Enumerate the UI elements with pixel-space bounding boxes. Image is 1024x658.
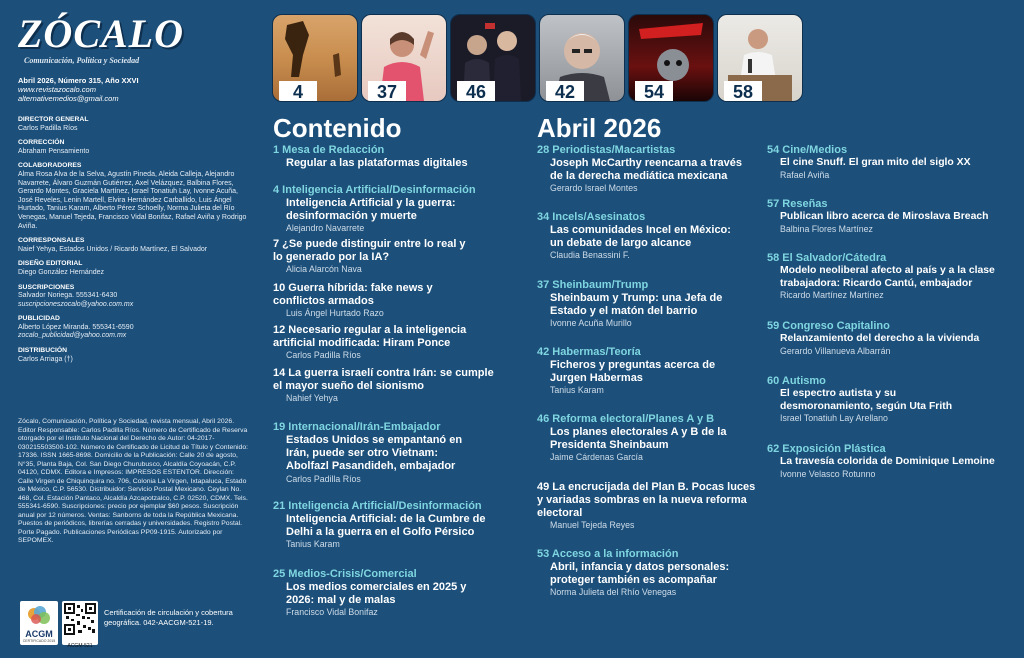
toc-entry[interactable] — [537, 279, 727, 329]
entry-author: Balbina Flores Martínez — [780, 223, 873, 234]
entry-author: Ivonne Acuña Murillo — [550, 318, 632, 329]
staff-names: Alma Rosa Alva de la Selva, Agustín Pineda, Aleida Calleja, Alejandro Navarrete, Álvaro Guzmán Gutiérrez, Axel Velázquez, Balbina Flores, Gerardo Montes, Graciela Martínez, Israel Tonatiuh Lay, Ivonne Acuña, José Reveles, Lenin Martell, Elvira Hernández Carballido, Luis Ángel Hurtado, Tanius Karam, Alberto Pérez Schoelly, Norma Julieta del Río Venegas, Manuel Tejeda, Francisco Vidal Bonifaz, Rafael Aviña y Rodrigo Aviña. — [18, 170, 247, 230]
toc-entry[interactable] — [767, 198, 1002, 235]
certification-text: Certificación de circulación y cobertura geográfica. 042-AACGM-521-19. — [104, 608, 233, 627]
thumbnail[interactable] — [539, 14, 625, 102]
toc-entry[interactable] — [273, 500, 513, 550]
page-number: 37 — [368, 81, 406, 101]
entry-heading: 54 Cine/Medios — [767, 144, 848, 156]
toc-entry[interactable] — [767, 144, 1002, 181]
page-number: 58 — [724, 81, 762, 101]
thumbnail[interactable] — [717, 14, 803, 102]
entry-author: Israel Tonatiuh Lay Arellano — [780, 413, 888, 424]
toc-entry[interactable] — [767, 443, 1007, 480]
staff-names: Naief Yehya, Estados Unidos / Ricardo Martínez, El Salvador — [18, 245, 208, 253]
entry-heading: 57 Reseñas — [767, 198, 828, 210]
page-number: 46 — [457, 81, 495, 101]
entry-heading: 62 Exposición Plástica — [767, 443, 886, 455]
thumbnail[interactable] — [361, 14, 447, 102]
staff-email: zocalo_publicidad@yahoo.com.mx — [18, 332, 127, 340]
month-heading: Abril 2026 — [537, 113, 662, 143]
entry-author: Manuel Tejeda Reyes — [550, 520, 635, 530]
acgm-text: ACGM — [25, 629, 53, 639]
staff-role: DISTRIBUCIÓN — [18, 347, 68, 355]
entry-author: Alicia Alarcón Nava — [286, 264, 362, 274]
logo-text: ZÓCALO — [18, 11, 184, 56]
staff-names: Carlos Padilla Ríos — [18, 124, 78, 132]
qr-code — [62, 601, 98, 649]
thumbnail[interactable] — [628, 14, 714, 102]
entry-heading: 12 Necesario regular a la inteligencia artificial modificada: Hiram Ponce — [273, 324, 467, 349]
entry-title: Ficheros y preguntas acerca de Jurgen Habermas — [550, 359, 716, 385]
thumbnail[interactable] — [272, 14, 358, 102]
page-number: 54 — [635, 81, 673, 101]
qr-icon — [62, 601, 98, 637]
entry-heading: 14 La guerra israelí contra Irán: se cumple el mayor sueño del sionismo — [273, 367, 494, 392]
entry-author: Jaime Cárdenas García — [550, 452, 643, 463]
acgm-seal — [20, 601, 58, 645]
entry-title: Sheinbaum y Trump: una Jefa de Estado y el matón del barrio — [550, 292, 723, 318]
staff-role: DISEÑO EDITORIAL — [18, 260, 83, 268]
staff-names: Salvador Noriega. 555341-6430 — [18, 292, 118, 300]
entry-heading: 53 Acceso a la información — [537, 548, 679, 560]
toc-entry[interactable] — [537, 481, 762, 531]
thumbnail-strip — [272, 14, 797, 102]
entry-title: El espectro autista y su desmoronamiento, según Uta Frith — [780, 388, 953, 412]
toc-entry[interactable] — [273, 238, 473, 275]
staff-role: PUBLICIDAD — [18, 315, 60, 323]
entry-heading: 10 Guerra híbrida: fake news y conflictos armados — [273, 282, 433, 307]
entry-title: Los medios comerciales en 2025 y 2026: mal y de malas — [286, 581, 467, 607]
staff-names: Carlos Arriaga (†) — [18, 355, 73, 363]
entry-title: Regular a las plataformas digitales — [286, 157, 468, 169]
entry-author: Gerardo Villanueva Albarrán — [780, 345, 891, 356]
issue-web: www.revistazocalo.com — [18, 85, 96, 94]
entry-heading: 49 La encrucijada del Plan B. Pocas luces y variadas sombras en la nueva reforma electoral — [537, 481, 756, 519]
entry-heading: 42 Habermas/Teoría — [537, 346, 641, 358]
entry-author: Luis Ángel Hurtado Razo — [286, 308, 384, 318]
entry-author: Tanius Karam — [286, 539, 340, 550]
entry-author: Nahief Yehya — [286, 393, 338, 403]
acgm-mark-icon — [26, 605, 52, 627]
entry-title: El cine Snuff. El gran mito del siglo XX — [780, 157, 971, 168]
entry-heading: 21 Inteligencia Artificial/Desinformación — [273, 500, 482, 512]
page-number: 42 — [546, 81, 584, 101]
toc-entry[interactable] — [273, 324, 488, 361]
entry-author: Ricardo Martínez Martínez — [780, 290, 884, 301]
entry-title: Relanzamiento del derecho a la vivienda — [780, 333, 980, 344]
page-number: 4 — [279, 81, 317, 101]
issue-line: Abril 2026, Número 315, Año XXVI — [18, 76, 139, 85]
toc-entry[interactable] — [273, 144, 513, 170]
entry-author: Ivonne Velasco Rotunno — [780, 468, 876, 479]
entry-heading: 60 Autismo — [767, 375, 826, 387]
staff-names: Abraham Pensamiento — [18, 147, 90, 155]
entry-author: Carlos Padilla Ríos — [286, 473, 361, 484]
acgm-subtext: CERTIFICADO 2015 — [22, 639, 56, 643]
staff-email: suscripcioneszocalo@yahoo.com.mx — [18, 300, 134, 308]
toc-entry[interactable] — [273, 367, 505, 404]
toc-entry[interactable] — [767, 375, 982, 424]
entry-author: Carlos Padilla Ríos — [286, 350, 361, 360]
toc-entry[interactable] — [537, 346, 717, 396]
entry-heading: 1 Mesa de Redacción — [273, 144, 385, 156]
qr-label: ACGM-521 — [67, 643, 93, 649]
entry-title: La travesía colorida de Dominique Lemoine — [780, 456, 995, 467]
contents-heading: Contenido — [273, 113, 402, 143]
entry-title: Modelo neoliberal afecto al país y a la clase trabajadora: Ricardo Cantú, embajador — [780, 265, 995, 289]
zocalo-logo — [18, 11, 184, 65]
entry-heading: 7 ¿Se puede distinguir entre lo real y lo generado por la IA? — [273, 238, 466, 263]
entry-heading: 58 El Salvador/Cátedra — [767, 252, 887, 264]
toc-entry[interactable] — [273, 282, 443, 319]
entry-heading: 25 Medios-Crisis/Comercial — [273, 568, 417, 580]
staff-role: CORRESPONSALES — [18, 237, 85, 245]
entry-title: Joseph McCarthy reencarna a través de la derecha mediática mexicana — [550, 157, 742, 183]
entry-heading: 34 Incels/Asesinatos — [537, 211, 646, 223]
toc-entry[interactable] — [537, 144, 747, 194]
thumbnail[interactable] — [450, 14, 536, 102]
entry-author: Alejandro Navarrete — [286, 223, 365, 234]
entry-author: Norma Julieta del Rhío Venegas — [550, 587, 677, 598]
entry-heading: 46 Reforma electoral/Planes A y B — [537, 413, 715, 425]
entry-heading: 4 Inteligencia Artificial/Desinformación — [273, 184, 476, 196]
staff-names: Diego González Hernández — [18, 268, 104, 276]
staff-role: CORRECCIÓN — [18, 139, 65, 147]
entry-title: Inteligencia Artificial y la guerra: desinformación y muerte — [286, 197, 456, 223]
legal-notice: Zócalo, Comunicación, Política y Sociedad, revista mensual, Abril 2026. Editor Responsable: Carlos Padilla Ríos. Número de Certificado de Reserva otorgado por el Instituto Nacional del Derecho de Autor: 04-2017-030215503500-102. Número de Certificado de Licitud de Título y Contenido: 17336. ISSN 1665-8698. Domicilio de la Publicación: Calle 20 de agosto, N°35, Planta Baja, Col. San Diego Churubusco, Alcaldía Coyoacán, C.P. 04120, CDMX. Editora e Impresos: IMPRESOS ESTENTOR. Dirección: Calle Virgen de Chiquinquira no. 706, Colonia La Virgen, Ixtapaluca, Estado de México, C.P. 56530. Distribuidor: Servicio Postal Mexicano. Ceylan No. 468, Col. Estación Pantaco, Alcaldía Azcapotzalco, C.P. 02520, CDMX. Tels. 555341-6590. Suscripciones: precio por ejemplar $60 pesos. Suscripción anual por 12 números. Ventas: Sanborns de toda la República Mexicana. Puestos de periódicos, librerías cerradas y universidades. Registro Postal. Porte Pagado. Publicaciones Periódicas PP09-1915. Autorizado por SEPOMEX. — [18, 418, 248, 544]
entry-title: Las comunidades Incel en México: un debate de largo alcance — [550, 224, 731, 250]
staff-role: DIRECTOR GENERAL — [18, 116, 89, 123]
entry-author: Francisco Vidal Bonifaz — [286, 607, 378, 618]
entry-author: Rafael Aviña — [780, 169, 830, 180]
toc-entry[interactable] — [767, 320, 1002, 357]
entry-heading: 37 Sheinbaum/Trump — [537, 279, 649, 291]
staff-role: COLABORADORES — [18, 162, 82, 170]
entry-author: Gerardo Israel Montes — [550, 183, 638, 194]
staff-names: Alberto López Miranda. 555341-6590 — [18, 323, 134, 331]
masthead-sidebar — [0, 0, 258, 658]
logo-tagline: Comunicación, Política y Sociedad — [24, 56, 140, 65]
toc-entry[interactable] — [537, 211, 747, 261]
entry-title: Inteligencia Artificial: de la Cumbre de Delhi a la guerra en el Golfo Pérsico — [286, 513, 486, 539]
issue-info — [18, 76, 139, 103]
entry-title: Publican libro acerca de Miroslava Breach — [780, 211, 989, 222]
toc-entry[interactable] — [273, 421, 473, 485]
issue-email: alternativemedios@gmail.com — [18, 94, 119, 103]
toc-entry[interactable] — [273, 184, 513, 234]
entry-heading: 59 Congreso Capitalino — [767, 320, 890, 332]
entry-title: Estados Unidos se empantanó en Irán, puede ser otro Vietnam: Abolfazl Pasandideh, embajador — [286, 434, 463, 473]
toc-entry[interactable] — [537, 413, 727, 463]
toc-entry[interactable] — [537, 548, 737, 598]
entry-author: Tanius Karam — [550, 385, 604, 396]
entry-heading: 28 Periodistas/Macartistas — [537, 144, 676, 156]
staff-credits — [18, 110, 250, 364]
entry-title: Los planes electorales A y B de la Presidenta Sheinbaum — [550, 426, 727, 452]
toc-entry[interactable] — [767, 252, 1007, 301]
entry-heading: 19 Internacional/Irán-Embajador — [273, 421, 441, 433]
entry-title: Abril, infancia y datos personales: proteger también es acompañar — [550, 561, 730, 587]
toc-entry[interactable] — [273, 568, 483, 618]
entry-author: Claudia Benassini F. — [550, 250, 630, 261]
staff-role: SUSCRIPCIONES — [18, 283, 75, 291]
